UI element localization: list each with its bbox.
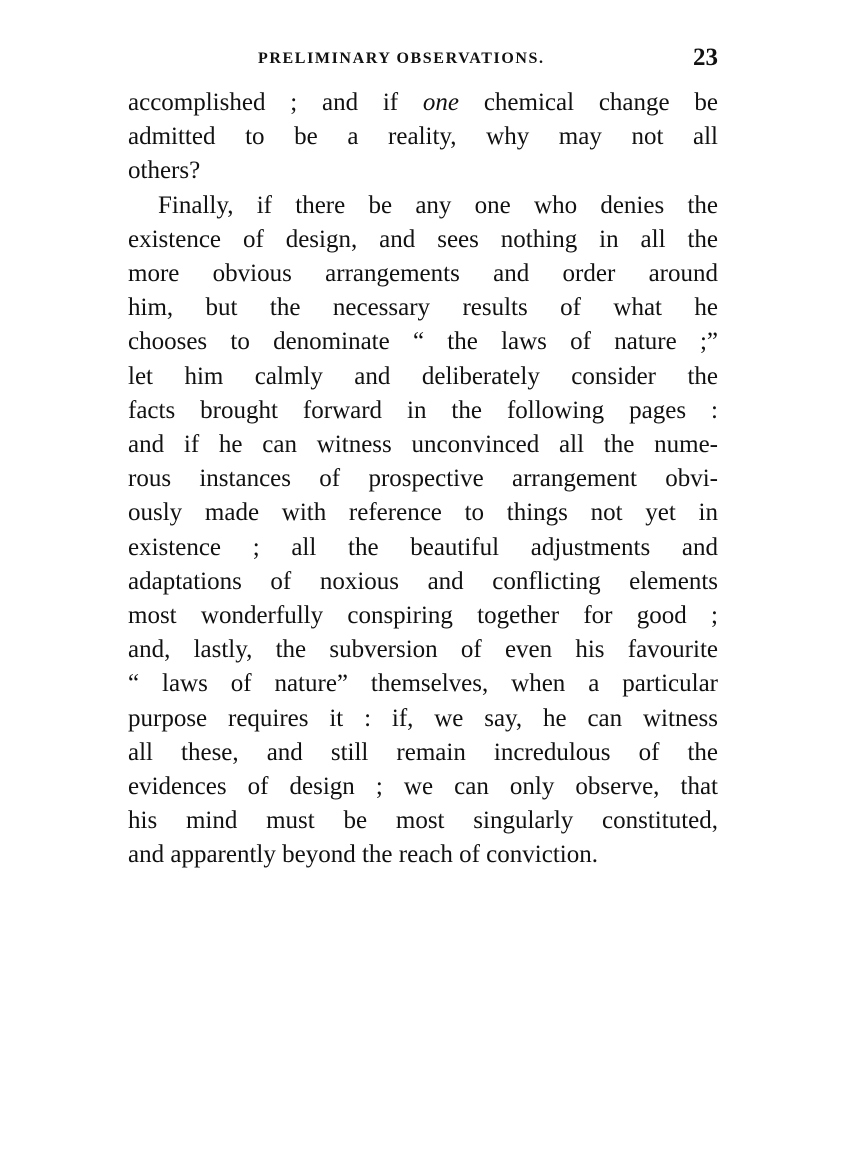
text-line: Finally, if there be any one who denies the [158,191,718,219]
text-line: evidences of design ; we can only observe, that [128,773,718,801]
text-line: all these, and still remain incredulous of the [128,738,718,766]
text-line: accomplished ; and if one chemical change be [128,89,719,116]
text-line: chooses to denominate “ the laws of nature ;” [128,328,718,356]
text-line: most wonderfully conspiring together for good ; [128,602,718,630]
text-line: rous instances of prospective arrangement obvi- [128,465,718,493]
body-text [128,86,718,873]
text-line: purpose requires it : if, we say, he can witness [128,704,718,732]
page-number: 23 [693,44,718,71]
paragraph-2 [128,189,718,873]
paragraph-1 [128,86,718,189]
text-line: existence of design, and sees nothing in all the [128,225,718,253]
text-line: his mind must be most singularly constituted, [128,807,718,835]
text-line: and apparently beyond the reach of conviction. [128,841,598,869]
text-line: adaptations of noxious and conflicting elements [128,567,718,595]
text-line: admitted to be a reality, why may not all [128,123,718,151]
text-line: ously made with reference to things not yet in [128,499,718,527]
running-head [128,44,718,78]
text-line: and if he can witness unconvinced all the nume- [128,431,718,459]
text-line: facts brought forward in the following pages : [128,396,718,424]
text-line: “ laws of nature” themselves, when a particular [128,670,718,698]
text-line: others? [128,157,201,185]
text-line: him, but the necessary results of what he [128,294,718,322]
text-line: and, lastly, the subversion of even his favourite [128,636,718,664]
emphasis: one [422,89,460,116]
text-line: let him calmly and deliberately consider the [128,362,718,390]
running-title: PRELIMINARY OBSERVATIONS. [258,50,545,67]
text-line: existence ; all the beautiful adjustments and [128,533,718,561]
text-line: more obvious arrangements and order around [128,260,718,288]
